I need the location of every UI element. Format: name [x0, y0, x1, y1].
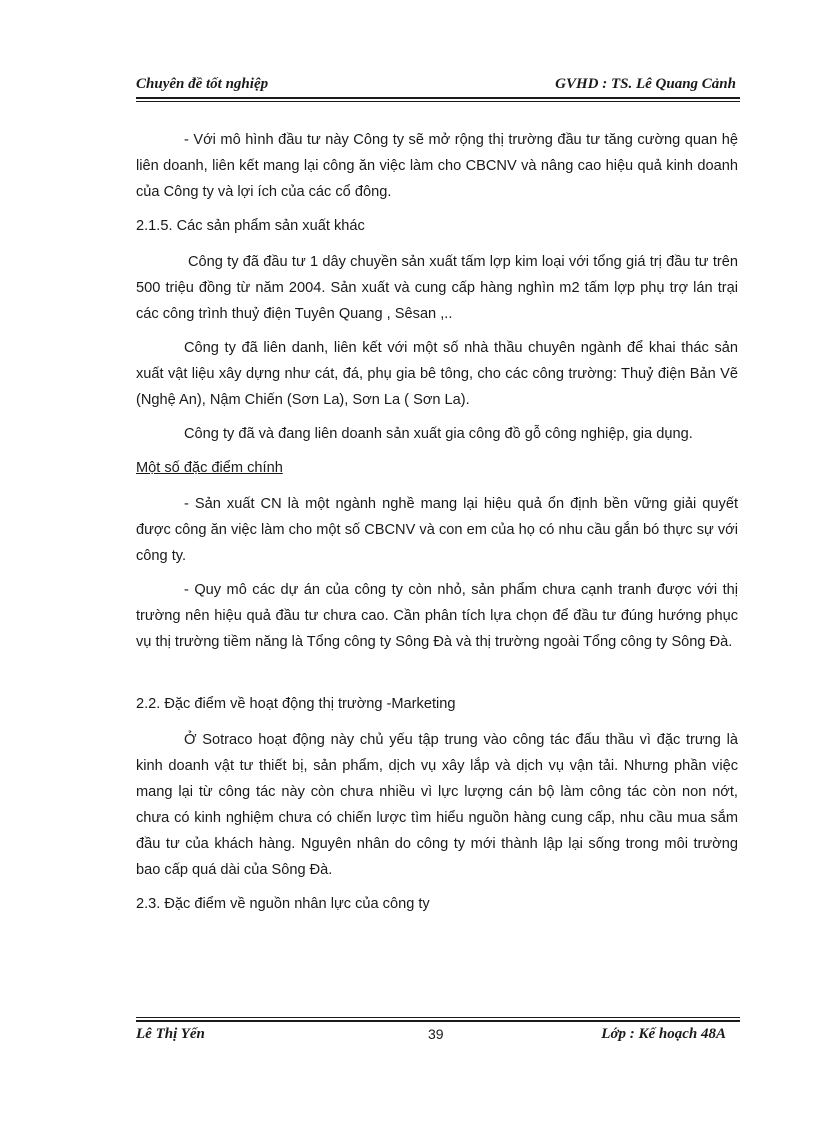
- paragraph: - Quy mô các dự án của công ty còn nhỏ, sản phẩm chưa cạnh tranh được với thị trường nên hiệu quả đầu tư chưa cao. Cần phân tích lựa chọn để đầu tư đúng hướng phục vụ thị trường tiềm năng là Tổng công ty Sông Đà và thị trường ngoài Tổng công ty Sông Đà.: [136, 582, 738, 650]
- spacer: [136, 663, 738, 691]
- header-rule: [136, 97, 740, 99]
- paragraph: - Sản xuất CN là một ngành nghề mang lại hiệu quả ổn định bền vững giải quyết được công ăn việc làm cho một số CBCNV và con em của họ có nhu cầu gắn bó thực sự với công ty.: [136, 496, 738, 564]
- paragraph: Công ty đã đầu tư 1 dây chuyền sản xuất tấm lợp kim loại với tổng giá trị đầu tư trên 500 triệu đồng từ năm 2004. Sản xuất và cung cấp hàng nghìn m2 tấm lợp phụ trợ lán trại các công trình thuỷ điện Tuyên Quang , Sêsan ,..: [136, 254, 738, 322]
- footer-rule: [136, 1020, 740, 1022]
- header-title: Chuyên đề tốt nghiệp: [136, 76, 269, 92]
- paragraph: Công ty đã liên danh, liên kết với một số nhà thầu chuyên ngành để khai thác sản xuất vật liệu xây dựng như cát, đá, phụ gia bê tông, cho các công trường: Thuỷ điện Bản Vẽ (Nghệ An), Nậm Chiến (Sơn La), Sơn La ( Sơn La).: [136, 340, 738, 408]
- page-footer: [136, 1026, 740, 1050]
- section-heading-features: Một số đặc điểm chính: [136, 460, 283, 476]
- paragraph: Công ty đã và đang liên doanh sản xuất gia công đồ gỗ công nghiệp, gia dụng.: [184, 426, 693, 442]
- section-heading-2-2: 2.2. Đặc điểm về hoạt động thị trường -Marketing: [136, 696, 456, 712]
- header-advisor: GVHD : TS. Lê Quang Cảnh: [555, 76, 736, 92]
- footer-author: Lê Thị Yến: [136, 1026, 205, 1042]
- header-rule-thin: [136, 101, 740, 102]
- footer-class: Lớp : Kế hoạch 48A: [601, 1026, 726, 1042]
- paragraph: - Với mô hình đầu tư này Công ty sẽ mở rộng thị trường đầu tư tăng cường quan hệ liên doanh, liên kết mang lại công ăn việc làm cho CBCNV và nâng cao hiệu quả kinh doanh của Công ty và lợi ích của các cổ đông.: [136, 132, 738, 200]
- page-body: [136, 127, 738, 927]
- paragraph: Ở Sotraco hoạt động này chủ yếu tập trung vào công tác đấu thầu vì đặc trưng là kinh doanh vật tư thiết bị, sản phẩm, dịch vụ xây lắp và dịch vụ vận tải. Nhưng phần việc mang lại từ công tác này còn chưa nhiều vì lực lượng cán bộ làm công tác còn non nớt, chưa có kinh nghiệm chưa có chiến lược tìm hiểu nguồn hàng cung cấp, nhu cầu mua sắm đầu tư của khách hàng. Nguyên nhân do công ty mới thành lập lại sống trong môi trường bao cấp quá dài của Sông Đà.: [136, 732, 738, 878]
- section-heading-2-1-5: 2.1.5. Các sản phẩm sản xuất khác: [136, 218, 365, 234]
- footer-rule-thin: [136, 1017, 740, 1018]
- section-heading-2-3: 2.3. Đặc điểm về nguồn nhân lực của công ty: [136, 896, 430, 912]
- page-number: 39: [428, 1026, 444, 1042]
